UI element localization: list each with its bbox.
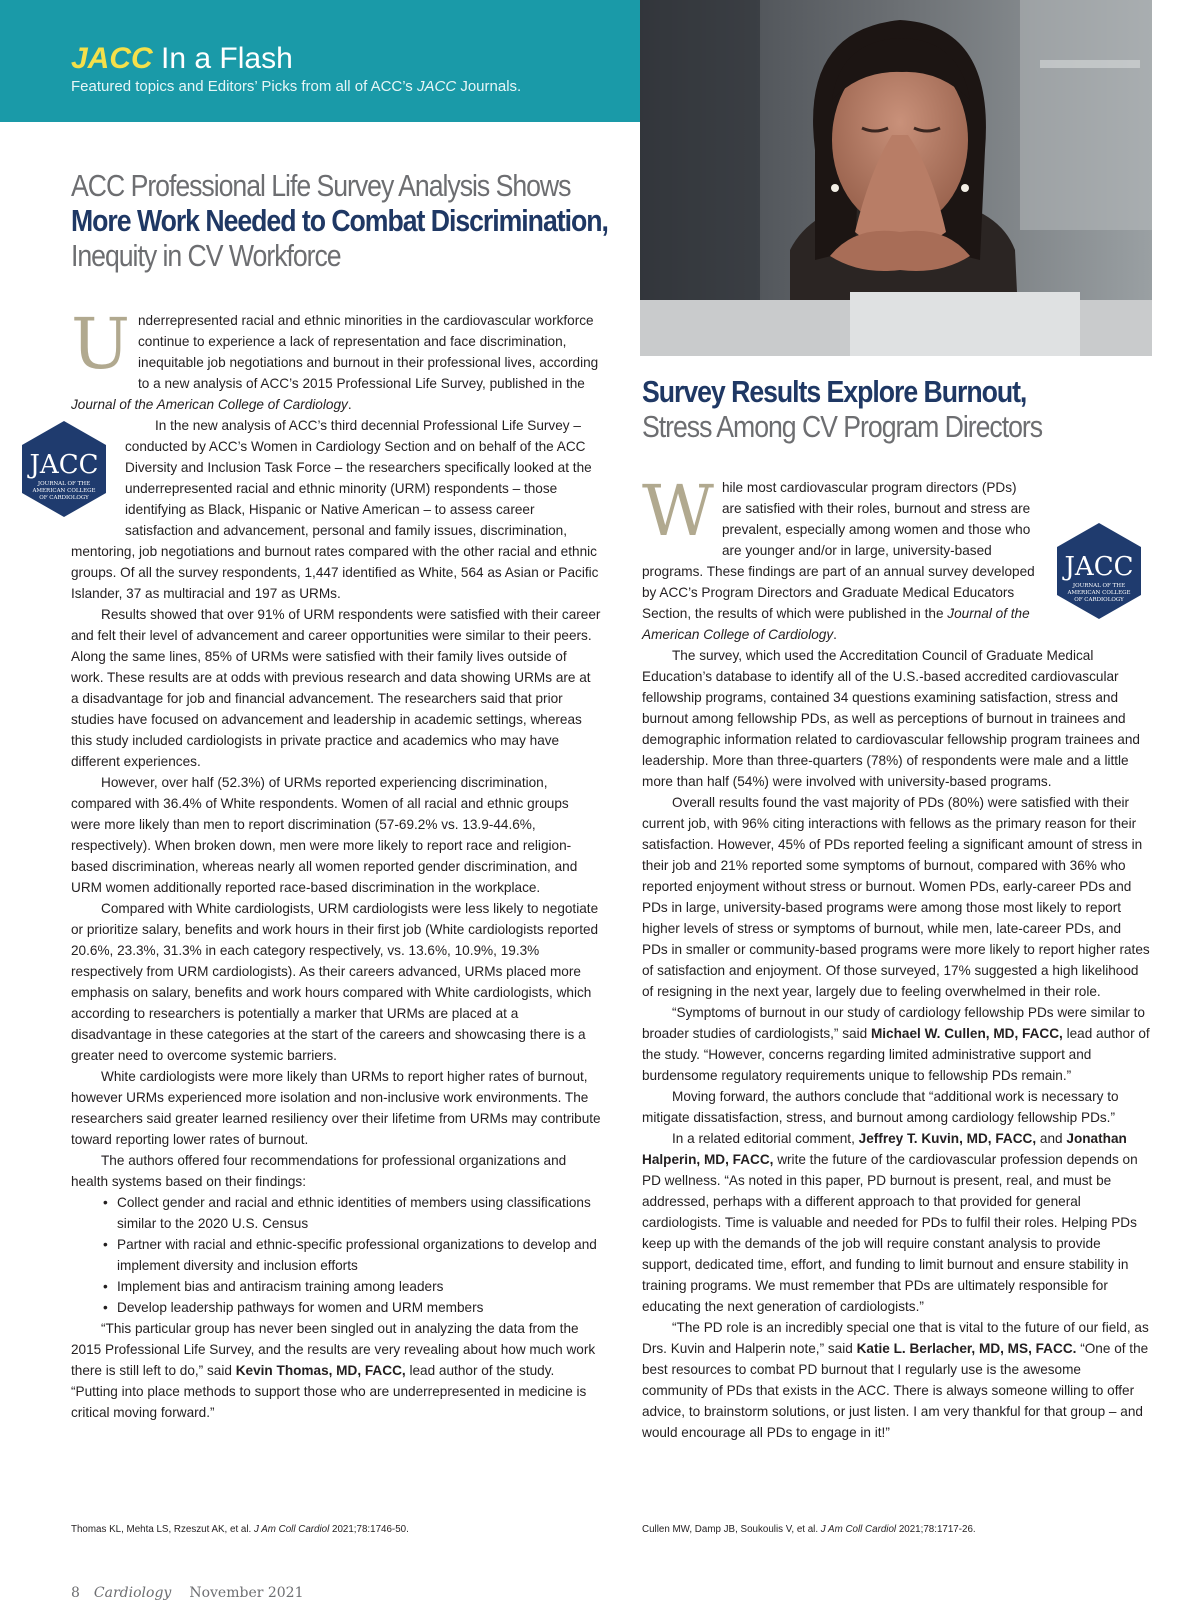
left-p8-end: lead author of the study. “Putting into place methods to support those who are underrepresented in medicine is critical moving forward.” (71, 1363, 587, 1420)
right-headline-emphasis: Survey Results Explore Burnout, (642, 374, 1027, 409)
seal-left-line3: AMERICAN COLLEGE (32, 488, 96, 494)
right-article-headline (642, 374, 1192, 444)
right-p4-text: “Symptoms of burnout in our study of cardiology fellowship PDs were similar to broader studies of cardiologists,” said (642, 1005, 1145, 1041)
recommendations-list (103, 1192, 601, 1318)
seal-right-title: JACC (1064, 552, 1134, 582)
right-citation-authors: Cullen MW, Damp JB, Soukoulis V, et al. (642, 1524, 821, 1535)
list-item: • Develop leadership pathways for women and URM members (103, 1297, 601, 1318)
right-drop-cap: W (642, 470, 714, 552)
jacc-logo-seal-right (1048, 521, 1150, 621)
banner-subtitle (71, 78, 521, 95)
list-item: • Implement bias and antiracism training among leaders (103, 1276, 601, 1297)
left-citation-journal: J Am Coll Cardiol (253, 1524, 330, 1535)
banner-title (71, 42, 293, 76)
banner-subtitle-brand: JACC (416, 78, 457, 95)
right-p1-end: . (833, 627, 837, 642)
left-paragraph-4: However, over half (52.3%) of URMs reported experiencing discrimination, compared with 36.4% of White respondents. Women of all racial and ethnic groups were more likely than men to report discrimination (57-69.2% vs. 13.9-44.6%, respectively). When broken down, men were more likely to report race and religion-based discrimination, whereas nearly all women reported gender discrimination, and URM women additionally reported race-based discrimination in the workplace. (71, 775, 578, 895)
right-p6-end: write the future of the cardiovascular profession depends on PD wellness. “As noted in this paper, PD burnout is present, real, and must be addressed, perhaps with a different approach to that provided for general cardiologists. Time is valuable and needed for PDs to fulfil their roles. Helping PDs keep up with the demands of the job will require constant analysis to provide support, dedicated time, effort, and funding to limit burnout and ensure stability in training programs. We must remember that PDs are ultimately responsible for educating the next generation of cardiologists.” (642, 1152, 1138, 1314)
right-citation-journal: J Am Coll Cardiol (820, 1524, 897, 1535)
right-p6-text: In a related editorial comment, (672, 1131, 859, 1146)
left-p1-end: . (347, 397, 352, 412)
right-p4-name: Michael W. Cullen, MD, FACC, (870, 1026, 1063, 1041)
banner-brand: JACC (71, 42, 153, 75)
section-banner (0, 0, 640, 122)
left-p8-name: Kevin Thomas, MD, FACC, (235, 1363, 406, 1378)
left-citation-volume: 2021;78:1746-50. (329, 1524, 409, 1535)
left-paragraph-8 (71, 1318, 601, 1423)
right-citation (642, 1524, 976, 1535)
seal-left-line4: OF CARDIOLOGY (39, 495, 89, 501)
right-article-body (642, 470, 1150, 1443)
magazine-name: Cardiology (93, 1585, 172, 1600)
left-p1-journal: Journal of the American College of Cardiology (71, 397, 348, 412)
right-paragraph-4 (642, 1002, 1150, 1086)
left-drop-cap: U (71, 303, 130, 385)
right-p7-end: “One of the best resources to combat PD burnout that I regularly use is the awesome community of PDs that exists in the ACC. There is always someone willing to offer advice, to brainstorm solutions, or just listen. I am very thankful for that group – and would encourage all PDs to engage in it!” (642, 1341, 1149, 1440)
right-p7-name: Katie L. Berlacher, MD, MS, FACC. (856, 1341, 1077, 1356)
seal-right-line4: OF CARDIOLOGY (1074, 597, 1124, 603)
left-paragraph-6: White cardiologists were more likely than URMs to report higher rates of burnout, however URMs experienced more isolation and non-inclusive work environments. The researchers said greater learned resiliency over their lifetime from URMs may contribute toward reporting lower rates of burnout. (71, 1069, 601, 1147)
right-paragraph-6 (642, 1128, 1150, 1317)
right-p7-text: “The PD role is an incredibly special one that is vital to the future of our field, as Drs. Kuvin and Halperin note,” said (642, 1320, 1149, 1356)
left-headline-emphasis: More Work Needed to Combat Discrimination, (71, 203, 608, 238)
seal-left-line2: JOURNAL OF THE (37, 481, 91, 487)
page-footer (71, 1585, 304, 1600)
left-article-body (29, 303, 601, 1423)
right-citation-volume: 2021;78:1717-26. (896, 1524, 976, 1535)
right-p4-end: lead author of the study. “However, concerns regarding limited administrative support and burdensome regulatory requirements unique to fellowship PDs remain.” (642, 1026, 1150, 1083)
issue-date: November 2021 (189, 1585, 304, 1600)
left-article-headline (71, 168, 611, 273)
left-citation (71, 1524, 409, 1535)
left-p8-text: “This particular group has never been singled out in analyzing the data from the 2015 Professional Life Survey, and the results are very revealing about how much work there is still left to do,” said (71, 1321, 596, 1378)
photo-illustration (640, 0, 1152, 356)
seal-left-title: JACC (29, 450, 99, 480)
left-paragraph-2: In the new analysis of ACC’s third decennial Professional Life Survey – conducted by ACC’s Women in Cardiology Section and on behalf of the ACC Diversity and Inclusion Task Force – the researchers specifically looked at the underrepresented racial and ethnic minority (URM) respondents – those identifying as Black, Hispanic or Native American – to assess career satisfaction and advancement, personal and family issues, discrimination, mentoring, job negotiations and burnout rates compared with the other racial and ethnic groups. Of all the survey respondents, 1,447 identified as White, 564 as Asian or Pacific Islander, 37 as multiracial and 197 as URMs. (71, 418, 599, 601)
left-paragraph-7: The authors offered four recommendations for professional organizations and health systems based on their findings: (71, 1153, 567, 1189)
right-p1-journal: Journal of the American College of Cardiology (642, 606, 1030, 642)
right-paragraph-7 (642, 1317, 1150, 1443)
right-p1-text: hile most cardiovascular program directors (PDs) are satisfied with their roles, burnout and stress are prevalent, especially among women and those who are younger and/or in large, university-based programs. These findings are part of an annual survey developed by ACC’s Program Directors and Graduate Medical Educators Section, the results of which were published in the (642, 480, 1035, 621)
banner-subtitle-text: Featured topics and Editors’ Picks from all of ACC’s (71, 78, 417, 95)
banner-subtitle-end: Journals. (456, 78, 522, 95)
seal-right-line2: JOURNAL OF THE (1072, 583, 1126, 589)
right-p6-name-1: Jeffrey T. Kuvin, MD, FACC, (858, 1131, 1037, 1146)
jacc-logo-seal-left (13, 419, 115, 519)
right-paragraph-2: The survey, which used the Accreditation Council of Graduate Medical Education’s database to identify all of the U.S.-based accredited cardiovascular fellowship programs, contained 34 questions examining satisfaction, stress and burnout among fellowship PDs, as well as perceptions of burnout in trainees and demographic information related to cardiovascular fellowship program trainees and leadership. More than three-quarters (78%) of respondents were male and a little more than half (54%) were involved with university-based programs. (642, 648, 1140, 789)
right-p6-name-2: Jonathan Halperin, MD, FACC, (642, 1131, 1127, 1167)
right-paragraph-3: Overall results found the vast majority of PDs (80%) were satisfied with their current job, with 96% citing interactions with fellows as the primary reason for their satisfaction. However, 45% of PDs reported feeling a significant amount of stress in their job and 21% reported some symptoms of burnout, compared with 36% who reported enjoyment without stress or burnout. Women PDs, early-career PDs and PDs in large, university-based programs were among those most likely to report higher levels of stress or symptoms of burnout, while men, late-career PDs, and PDs in smaller or community-based programs were more likely to report higher rates of satisfaction and enjoyment. Of those surveyed, 17% suggested a high likelihood of resigning in the next year, largely due to feeling overwhelmed in their role. (642, 795, 1150, 999)
seal-right-line3: AMERICAN COLLEGE (1067, 590, 1131, 596)
left-p1-text: nderrepresented racial and ethnic minorities in the cardiovascular workforce continue to experience a lack of representation and face discrimination, inequitable job negotiations and burnout in their professional lives, according to a new analysis of ACC’s 2015 Professional Life Survey, published in the (138, 313, 599, 391)
left-citation-authors: Thomas KL, Mehta LS, Rzeszut AK, et al. (71, 1524, 254, 1535)
left-paragraph-5: Compared with White cardiologists, URM cardiologists were less likely to negotiate or prioritize salary, benefits and work hours in their first job (White cardiologists reported 20.6%, 23.3%, 31.3% in each category respectively, vs. 13.6%, 10.9%, 19.3% respectively from URM cardiologists). As their careers advanced, URMs placed more emphasis on salary, benefits and work hours compared with White cardiologists, which according to researchers is potentially a marker that URMs are placed at a disadvantage in these categories at the start of the careers and showcasing there is a greater need to overcome systemic barriers. (71, 901, 599, 1063)
stressed-woman-photo (640, 0, 1152, 356)
list-item: • Collect gender and racial and ethnic identities of members using classifications similar to the 2020 U.S. Census (103, 1192, 601, 1234)
list-item: • Partner with racial and ethnic-specific professional organizations to develop and implement diversity and inclusion efforts (103, 1234, 601, 1276)
banner-title-rest: In a Flash (152, 42, 293, 75)
left-headline-part-a: ACC Professional Life Survey Analysis Shows (71, 168, 571, 203)
left-headline-part-c: Inequity in CV Workforce (71, 238, 341, 273)
page-number: 8 (71, 1585, 80, 1600)
right-p6-and: and (1036, 1131, 1067, 1146)
left-paragraph-1 (71, 303, 601, 415)
left-paragraph-3: Results showed that over 91% of URM respondents were satisfied with their career and felt their level of advancement and career opportunities were similar to their peers. Along the same lines, 85% of URMs were satisfied with their family lives outside of work. These results are at odds with previous research and data showing URMs are at a disadvantage for job and financial advancement. The researchers said that prior studies have focused on advancement and leadership in academic settings, whereas this study included cardiologists in private practice and academics who may have different experiences. (71, 607, 601, 769)
right-paragraph-5: Moving forward, the authors conclude that “additional work is necessary to mitigate dissatisfaction, stress, and burnout among cardiology fellowship PDs.” (642, 1089, 1119, 1125)
right-headline-part-c: Stress Among CV Program Directors (642, 409, 1043, 444)
